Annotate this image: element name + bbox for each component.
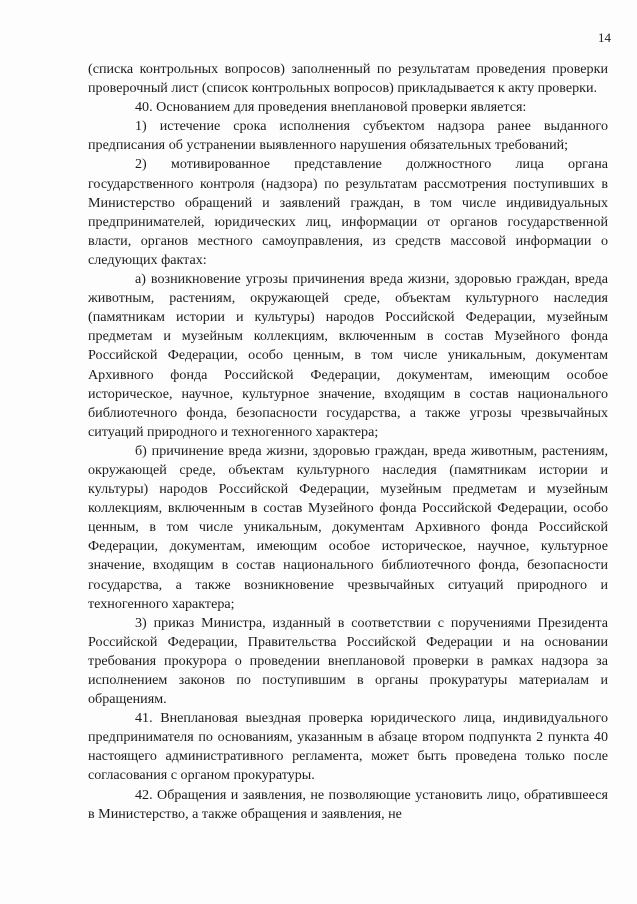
paragraph-40: 40. Основанием для проведения внеплановой проверки является: [135, 99, 527, 116]
paragraph-40-item-2: 2) мотивированное представление должностного лица органа государственного контроля (надзора) по результатам рассмотрения поступивших в Министерство обращений и заявлений граждан, в том числе индивидуальных предпринимателей, юридических лиц, информации от органов государственной власти, органов местного самоуправления, из средств массовой информации о следующих фактах: [88, 156, 608, 268]
paragraph-40-item-3: 3) приказ Министра, изданный в соответствии с поручениями Президента Российской Федерации, Правительства Российской Федерации и на основании требования прокурора о проведении внеплановой проверки в рамках надзора за исполнением законов по поступившим в органы прокуратуры материалам и обращениям. [88, 614, 608, 708]
paragraph-40-item-2b: б) причинение вреда жизни, здоровью граждан, вреда животным, растениям, окружающей среде, объектам культурного наследия (памятникам истории и культуры) народов Российской Федерации, музейным предметам и музейным коллекциям, включенным в состав Музейного фонда Российской Федерации, особо ценным, в том числе уникальным, документам Архивного фонда Российской Федерации, документам, имеющим особое историческое, научное, культурное значение, входящим в состав национального библиотечного фонда, безопасности государства, а также возникновение чрезвычайных ситуаций природного и техногенного характера; [88, 442, 608, 612]
paragraph-continuation: (списка контрольных вопросов) заполненный по результатам проведения проверки проверочный лист (список контрольных вопросов) прикладывается к акту проверки. [88, 61, 608, 97]
document-body [88, 60, 608, 824]
paragraph-42: 42. Обращения и заявления, не позволяющие установить лицо, обратившееся в Министерство, а также обращения и заявления, не [88, 786, 608, 822]
paragraph-40-item-1: 1) истечение срока исполнения субъектом надзора ранее выданного предписания об устранении выявленного нарушения обязательных требований; [88, 118, 608, 154]
paragraph-40-item-2a: а) возникновение угрозы причинения вреда жизни, здоровью граждан, вреда животным, растениям, окружающей среде, объектам культурного наследия (памятникам истории и культуры) народов Российской Федерации, музейным предметам и музейным коллекциям, включенным в состав Музейного фонда Российской Федерации, особо ценным, в том числе уникальным, документам Архивного фонда Российской Федерации, документам, имеющим особое историческое, научное, культурное значение, входящим в состав национального библиотечного фонда, безопасности государства, а также угрозы чрезвычайных ситуаций природного и техногенного характера; [88, 271, 608, 440]
page-number: 14 [598, 30, 611, 45]
paragraph-41: 41. Внеплановая выездная проверка юридического лица, индивидуального предпринимателя по основаниям, указанным в абзаце втором подпункта 2 пункта 40 настоящего административного регламента, может быть проведена только после согласования с органом прокуратуры. [88, 710, 608, 784]
